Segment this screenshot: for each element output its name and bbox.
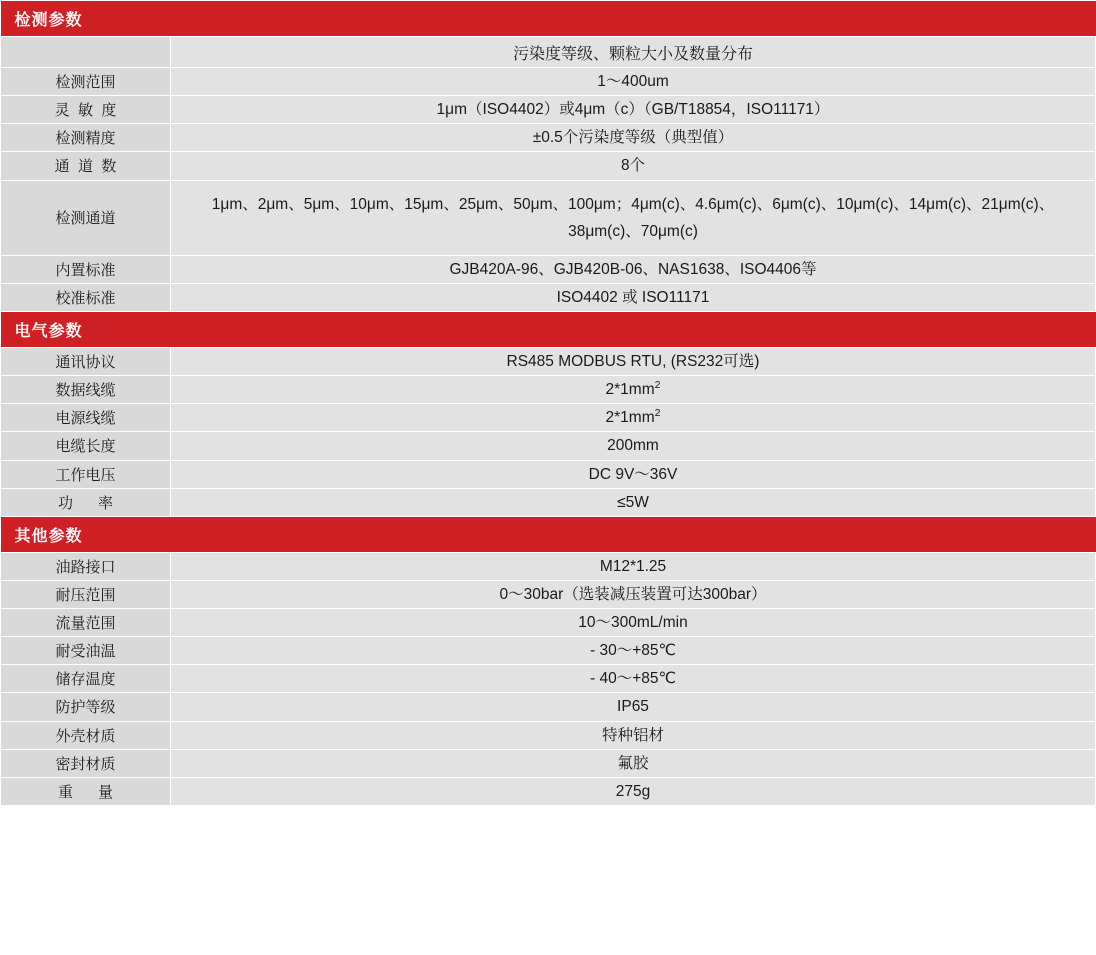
- row-label: 校准标准: [1, 283, 171, 311]
- section-title-other: 其他参数: [1, 516, 1096, 552]
- row-label: 灵 敏 度: [1, 96, 171, 124]
- row-label: 密封材质: [1, 749, 171, 777]
- row-label: 电源线缆: [1, 404, 171, 432]
- row-value: IP65: [171, 693, 1096, 721]
- row-value: 8个: [171, 152, 1096, 180]
- table-row: [1, 609, 1096, 637]
- table-row: [1, 665, 1096, 693]
- row-value: 10～300mL/min: [171, 609, 1096, 637]
- table-row: [1, 404, 1096, 432]
- row-label: 重 量: [1, 777, 171, 805]
- table-row: [1, 37, 1096, 68]
- row-value: 0～30bar（选装减压装置可达300bar）: [171, 580, 1096, 608]
- section-header-row: [1, 312, 1096, 348]
- table-row: [1, 749, 1096, 777]
- row-value: GJB420A-96、GJB420B-06、NAS1638、ISO4406等: [171, 255, 1096, 283]
- row-value: 200mm: [171, 432, 1096, 460]
- table-row: [1, 348, 1096, 376]
- table-row: [1, 580, 1096, 608]
- table-row: [1, 488, 1096, 516]
- row-label: 防护等级: [1, 693, 171, 721]
- row-label: 耐压范围: [1, 580, 171, 608]
- row-label: 检测范围: [1, 68, 171, 96]
- row-value: 特种铝材: [171, 721, 1096, 749]
- row-value: 1～400um: [171, 68, 1096, 96]
- table-row: [1, 180, 1096, 255]
- row-label: 储存温度: [1, 665, 171, 693]
- row-value: ISO4402 或 ISO11171: [171, 283, 1096, 311]
- table-row: [1, 255, 1096, 283]
- row-label: 检测通道: [1, 180, 171, 255]
- row-value: M12*1.25: [171, 552, 1096, 580]
- row-value: 1μm、2μm、5μm、10μm、15μm、25μm、50μm、100μm；4μm(c)、4.6μm(c)、6μm(c)、10μm(c)、14μm(c)、21μm(c)、38μm(c)、70μm(c): [171, 180, 1096, 255]
- row-label: 耐受油温: [1, 637, 171, 665]
- header-blank-cell: [1, 37, 171, 68]
- section-header-row: [1, 516, 1096, 552]
- table-row: [1, 693, 1096, 721]
- section-title-electrical: 电气参数: [1, 312, 1096, 348]
- table-row: [1, 68, 1096, 96]
- table-row: [1, 460, 1096, 488]
- row-value-text: 2*1mm: [605, 381, 655, 399]
- table-row: [1, 777, 1096, 805]
- row-value: RS485 MODBUS RTU, (RS232可选): [171, 348, 1096, 376]
- row-label: 检测精度: [1, 124, 171, 152]
- table-row: [1, 432, 1096, 460]
- table-row: [1, 96, 1096, 124]
- row-label: 功 率: [1, 488, 171, 516]
- row-value: 1μm（ISO4402）或4μm（c）（GB/T18854，ISO11171）: [171, 96, 1096, 124]
- table-row: [1, 637, 1096, 665]
- row-label: 工作电压: [1, 460, 171, 488]
- row-value: [171, 376, 1096, 404]
- row-label: 内置标准: [1, 255, 171, 283]
- row-value: 275g: [171, 777, 1096, 805]
- table-row: [1, 124, 1096, 152]
- row-label: 数据线缆: [1, 376, 171, 404]
- row-label: 电缆长度: [1, 432, 171, 460]
- row-label: 油路接口: [1, 552, 171, 580]
- row-label: 流量范围: [1, 609, 171, 637]
- row-value: ±0.5个污染度等级（典型值）: [171, 124, 1096, 152]
- row-value: 氟胶: [171, 749, 1096, 777]
- table-row: [1, 721, 1096, 749]
- section-header-row: [1, 1, 1096, 37]
- row-value: DC 9V～36V: [171, 460, 1096, 488]
- row-value-superscript: 2: [654, 407, 661, 420]
- row-value-superscript: 2: [654, 378, 661, 391]
- table-row: [1, 152, 1096, 180]
- row-label: 通讯协议: [1, 348, 171, 376]
- row-value-text: 2*1mm: [605, 409, 655, 427]
- section-title-detection: 检测参数: [1, 1, 1096, 37]
- row-value: - 30～+85℃: [171, 637, 1096, 665]
- row-value: ≤5W: [171, 488, 1096, 516]
- row-label: 外壳材质: [1, 721, 171, 749]
- row-value: [171, 404, 1096, 432]
- table-row: [1, 283, 1096, 311]
- table-row: [1, 376, 1096, 404]
- row-value: - 40～+85℃: [171, 665, 1096, 693]
- detection-header-value: 污染度等级、颗粒大小及数量分布: [171, 37, 1096, 68]
- row-label: 通 道 数: [1, 152, 171, 180]
- table-row: [1, 552, 1096, 580]
